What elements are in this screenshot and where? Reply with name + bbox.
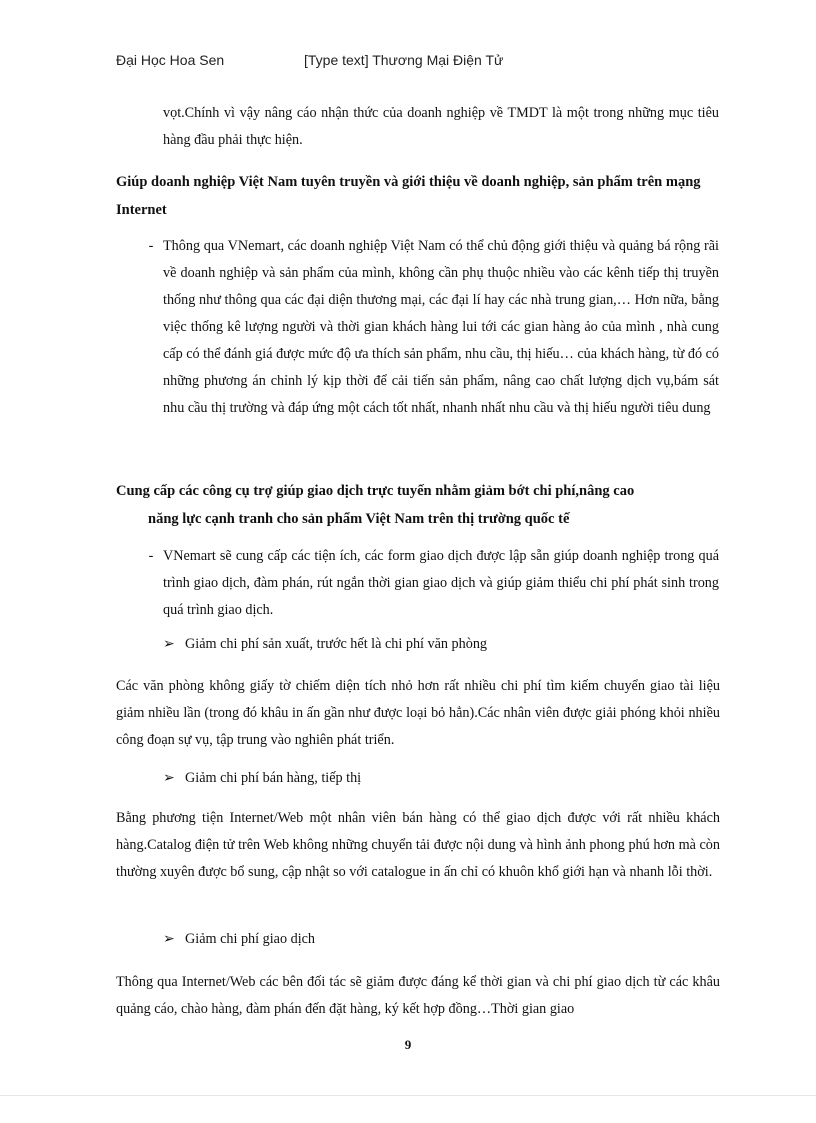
bullet-dash: - <box>148 548 154 564</box>
subheading-2 <box>163 770 361 787</box>
bullet-paragraph-2: VNemart sẽ cung cấp các tiện ích, các form giao dịch được lập sẵn giúp doanh nghiệp trong quá trình giao dịch, đàm phán, rút ngắn thời gian giao dịch và giúp giảm thiểu chi phí phát sinh trong quá trình giao dịch. <box>163 548 719 618</box>
heading-2-line-2: năng lực cạnh tranh cho sản phẩm Việt Nam trên thị trường quốc tế <box>148 511 570 527</box>
section-heading-1: Giúp doanh nghiệp Việt Nam tuyên truyền và giới thiệu về doanh nghiệp, sản phẩm trên mạng Internet <box>116 174 701 218</box>
section-heading-2 <box>116 477 720 533</box>
page-bottom-divider <box>0 1095 816 1096</box>
subheading-1 <box>163 636 487 653</box>
paragraph-sub-3: Thông qua Internet/Web các bên đối tác sẽ giảm được đáng kể thời gian và chi phí giao dịch từ các khâu quảng cáo, chào hàng, đàm phán đến đặt hàng, ký kết hợp đồng…Thời gian giao <box>116 974 720 1017</box>
arrow-bullet-icon: ➢ <box>163 636 175 652</box>
subheading-3 <box>163 931 315 948</box>
header-right: [Type text] Thương Mại Điện Tử <box>304 52 504 68</box>
arrow-bullet-icon: ➢ <box>163 931 175 947</box>
intro-paragraph: vọt.Chính vì vậy nâng cáo nhận thức của doanh nghiệp về TMDT là một trong những mục tiêu hàng đầu phải thực hiện. <box>163 105 719 148</box>
header-left: Đại Học Hoa Sen <box>116 52 225 68</box>
bullet-paragraph-1: Thông qua VNemart, các doanh nghiệp Việt Nam có thể chủ động giới thiệu và quảng bá rộng rãi về doanh nghiệp và sản phẩm của mình, không cần phụ thuộc nhiều vào các kênh tiếp thị truyền thống như thông qua các đại diện thương mại, các đại lí hay các nhà trung gian,… Hơn nữa, bằng việc thống kê lượng người và thời gian khách hàng lui tới các gian hàng ảo của mình , nhà cung cấp có thể đánh giá được mức độ ưa thích sản phẩm, nhu cầu, thị hiếu… của khách hàng, từ đó có những phương án chỉnh lý kịp thời để cải tiến sản phẩm, nâng cao chất lượng dịch vụ,bám sát nhu cầu thị trường và đáp ứng một cách tốt nhất, nhanh nhất nhu cầu và thị hiếu người tiêu dung <box>163 238 719 416</box>
paragraph-sub-1: Các văn phòng không giấy tờ chiếm diện tích nhỏ hơn rất nhiều chi phí tìm kiếm chuyển giao tài liệu giảm nhiều lần (trong đó khâu in ấn gần như được loại bỏ hẳn).Các nhân viên được giải phóng khỏi nhiều công đoạn sự vụ, tập trung vào nghiên phát triển. <box>116 678 720 748</box>
paragraph-sub-2: Bằng phương tiện Internet/Web một nhân viên bán hàng có thể giao dịch được với rất nhiều khách hàng.Catalog điện tử trên Web không những chuyển tải được nội dung và hình ảnh phong phú hơn mà còn thường xuyên được bổ sung, cập nhật so với catalogue in ấn chỉ có khuôn khổ giới hạn và nhanh lỗi thời. <box>116 810 720 880</box>
heading-2-line-1: Cung cấp các công cụ trợ giúp giao dịch trực tuyến nhằm giảm bớt chi phí,nâng cao <box>116 483 635 499</box>
bullet-dash: - <box>148 238 154 254</box>
subheading-2-text: Giảm chi phí bán hàng, tiếp thị <box>185 770 362 786</box>
page-number: 9 <box>404 1037 412 1052</box>
subheading-3-text: Giảm chi phí giao dịch <box>185 931 316 947</box>
subheading-1-text: Giảm chi phí sản xuất, trước hết là chi phí văn phòng <box>185 636 488 652</box>
arrow-bullet-icon: ➢ <box>163 770 175 786</box>
